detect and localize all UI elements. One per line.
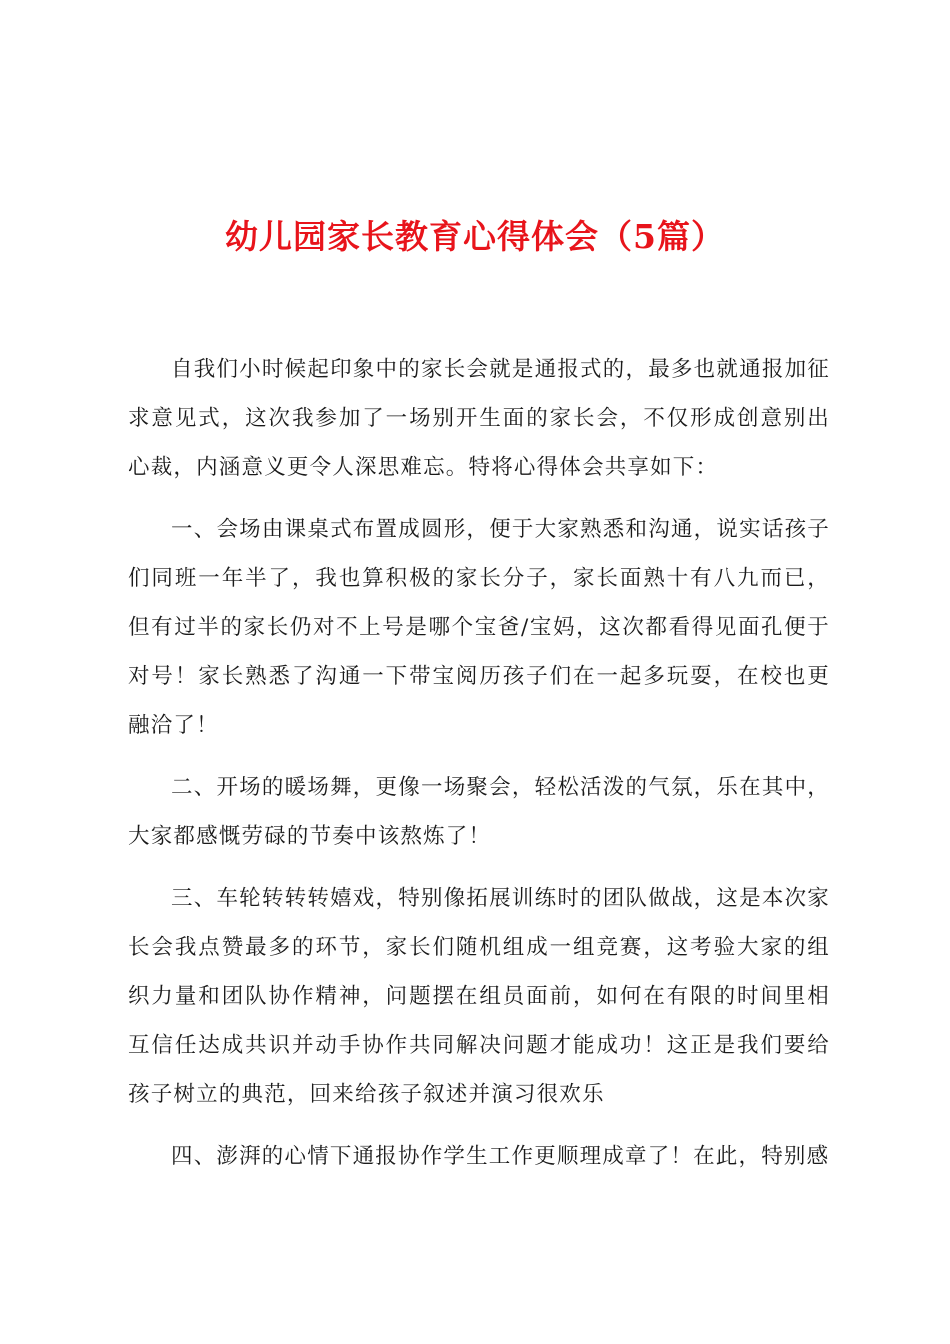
- paragraph-point-2: 二、开场的暖场舞，更像一场聚会，轻松活泼的气氛，乐在其中，大家都感慨劳碌的节奏中该熬炼了！: [128, 775, 830, 849]
- document-body: [128, 345, 830, 1194]
- paragraph-intro: 自我们小时候起印象中的家长会就是通报式的，最多也就通报加征求意见式，这次我参加了一场别开生面的家长会，不仅形成创意别出心裁，内涵意义更令人深思难忘。特将心得体会共享如下：: [128, 357, 830, 480]
- paragraph-point-1: 一、会场由课桌式布置成圆形，便于大家熟悉和沟通，说实话孩子们同班一年半了，我也算积极的家长分子，家长面熟十有八九而已，但有过半的家长仍对不上号是哪个宝爸/宝妈，这次都看得见面孔便于对号！家长熟悉了沟通一下带宝阅历孩子们在一起多玩耍，在校也更融洽了！: [128, 517, 830, 738]
- paragraph-point-4: 四、澎湃的心情下通报协作学生工作更顺理成章了！在此，特别感: [171, 1144, 830, 1169]
- document-title: 幼儿园家长教育心得体会（5篇）: [225, 217, 725, 256]
- paragraph-point-3: 三、车轮转转转嬉戏，特别像拓展训练时的团队做战，这是本次家长会我点赞最多的环节，家长们随机组成一组竞赛，这考验大家的组织力量和团队协作精神，问题摆在组员面前，如何在有限的时间里相互信任达成共识并动手协作共同解决问题才能成功！这正是我们要给孩子树立的典范，回来给孩子叙述并演习很欢乐: [128, 886, 830, 1107]
